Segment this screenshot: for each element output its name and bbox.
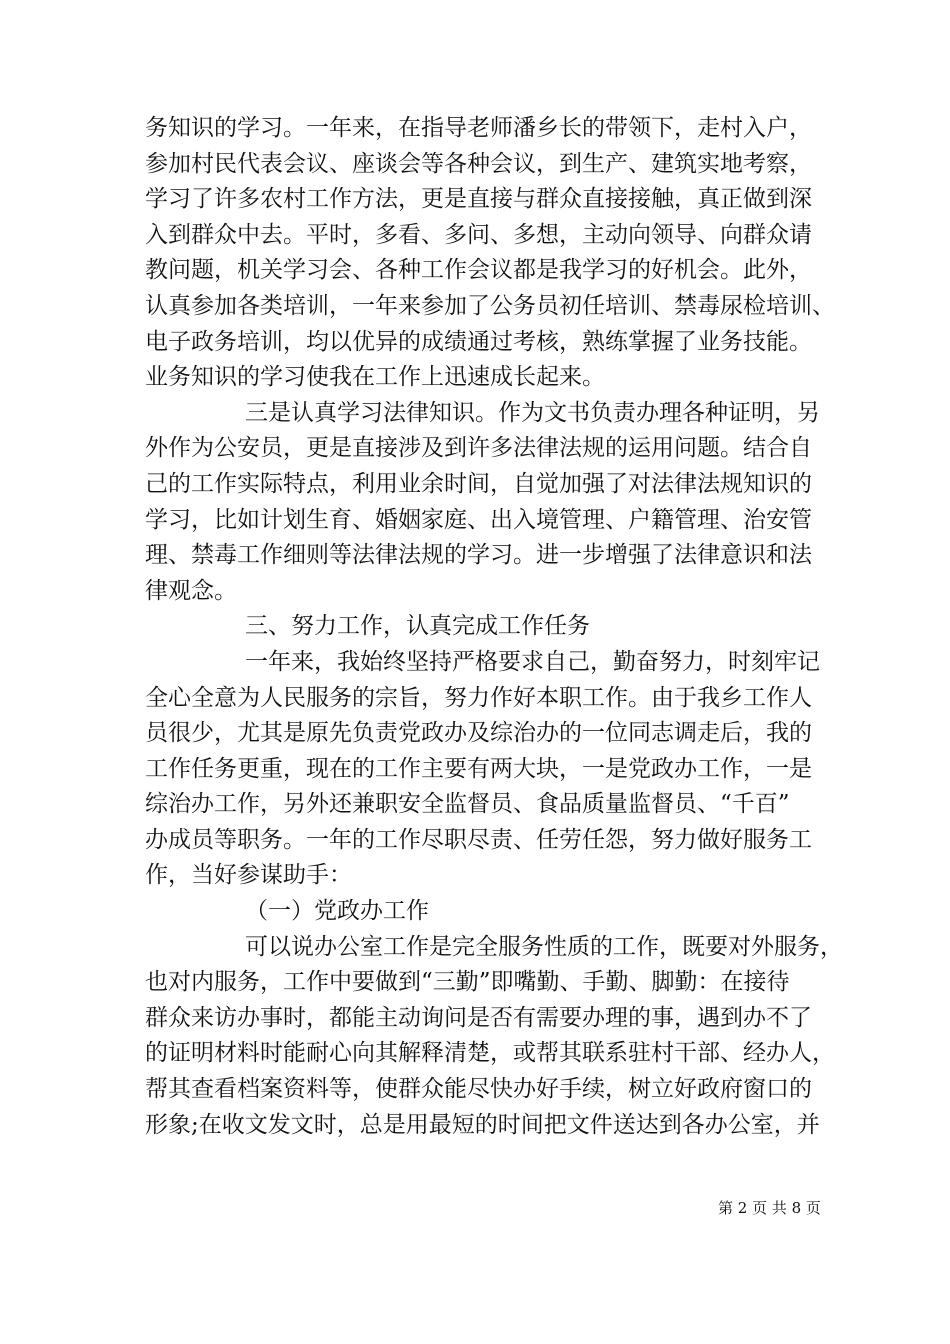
document-body <box>145 111 843 1143</box>
text-line: 学习，比如计划生育、婚姻家庭、出入境管理、户籍管理、治安管 <box>145 506 812 533</box>
text-line: 外作为公安员，更是直接涉及到许多法律法规的运用问题。结合自 <box>145 435 812 462</box>
text-line: 教问题，机关学习会、各种工作会议都是我学习的好机会。此外， <box>145 257 812 284</box>
text-line: 全心全意为人民服务的宗旨，努力作好本职工作。由于我乡工作人 <box>145 684 812 711</box>
text-line: 入到群众中去。平时，多看、多问、多想，主动向领导、向群众请 <box>145 221 812 248</box>
text-line: 综治办工作，另外还兼职安全监督员、食品质量监督员、“千百” <box>145 791 790 818</box>
text-line: 参加村民代表会议、座谈会等各种会议，到生产、建筑实地考察， <box>145 150 812 177</box>
text-line: 可以说办公室工作是完全服务性质的工作，既要对外服务， <box>245 933 843 960</box>
text-line: 帮其查看档案资料等，使群众能尽快办好手续，树立好政府窗口的 <box>145 1076 812 1103</box>
text-line: 员很少，尤其是原先负责党政办及综治办的一位同志调走后，我的 <box>145 720 812 747</box>
text-line: 也对内服务，工作中要做到“三勤”即嘴勤、手勤、脚勤：在接待 <box>145 969 790 996</box>
text-line: 己的工作实际特点，利用业余时间，自觉加强了对法律法规知识的 <box>145 470 812 497</box>
text-line: （一）党政办工作 <box>245 898 429 925</box>
page-footer: 第 2 页 共 8 页 <box>718 1199 821 1217</box>
text-line: 的证明材料时能耐心向其解释清楚，或帮其联系驻村干部、经办人， <box>145 1040 835 1067</box>
text-line: 理、禁毒工作细则等法律法规的学习。进一步增强了法律意识和法 <box>145 542 812 569</box>
text-line: 学习了许多农村工作方法，更是直接与群众直接接触，真正做到深 <box>145 186 812 213</box>
text-line: 三是认真学习法律知识。作为文书负责办理各种证明，另 <box>245 399 820 426</box>
text-line: 作，当好参谋助手： <box>145 862 352 889</box>
text-line: 三、努力工作，认真完成工作任务 <box>245 613 590 640</box>
text-line: 业务知识的学习使我在工作上迅速成长起来。 <box>145 364 605 391</box>
text-line: 电子政务培训，均以优异的成绩通过考核，熟练掌握了业务技能。 <box>145 328 812 355</box>
text-line: 务知识的学习。一年来，在指导老师潘乡长的带领下，走村入户， <box>145 115 812 141</box>
text-line: 一年来，我始终坚持严格要求自己，勤奋努力，时刻牢记 <box>245 648 820 675</box>
text-line: 群众来访办事时，都能主动询问是否有需要办理的事，遇到办不了 <box>145 1004 812 1031</box>
text-line: 认真参加各类培训，一年来参加了公务员初任培训、禁毒尿检培训、 <box>145 292 835 319</box>
text-line: 办成员等职务。一年的工作尽职尽责、任劳任怨，努力做好服务工 <box>145 826 812 853</box>
text-line: 形象;在收文发文时，总是用最短的时间把文件送达到各办公室，并 <box>145 1111 820 1138</box>
text-line: 工作任务更重，现在的工作主要有两大块，一是党政办工作，一是 <box>145 755 812 782</box>
text-line: 律观念。 <box>145 577 237 604</box>
